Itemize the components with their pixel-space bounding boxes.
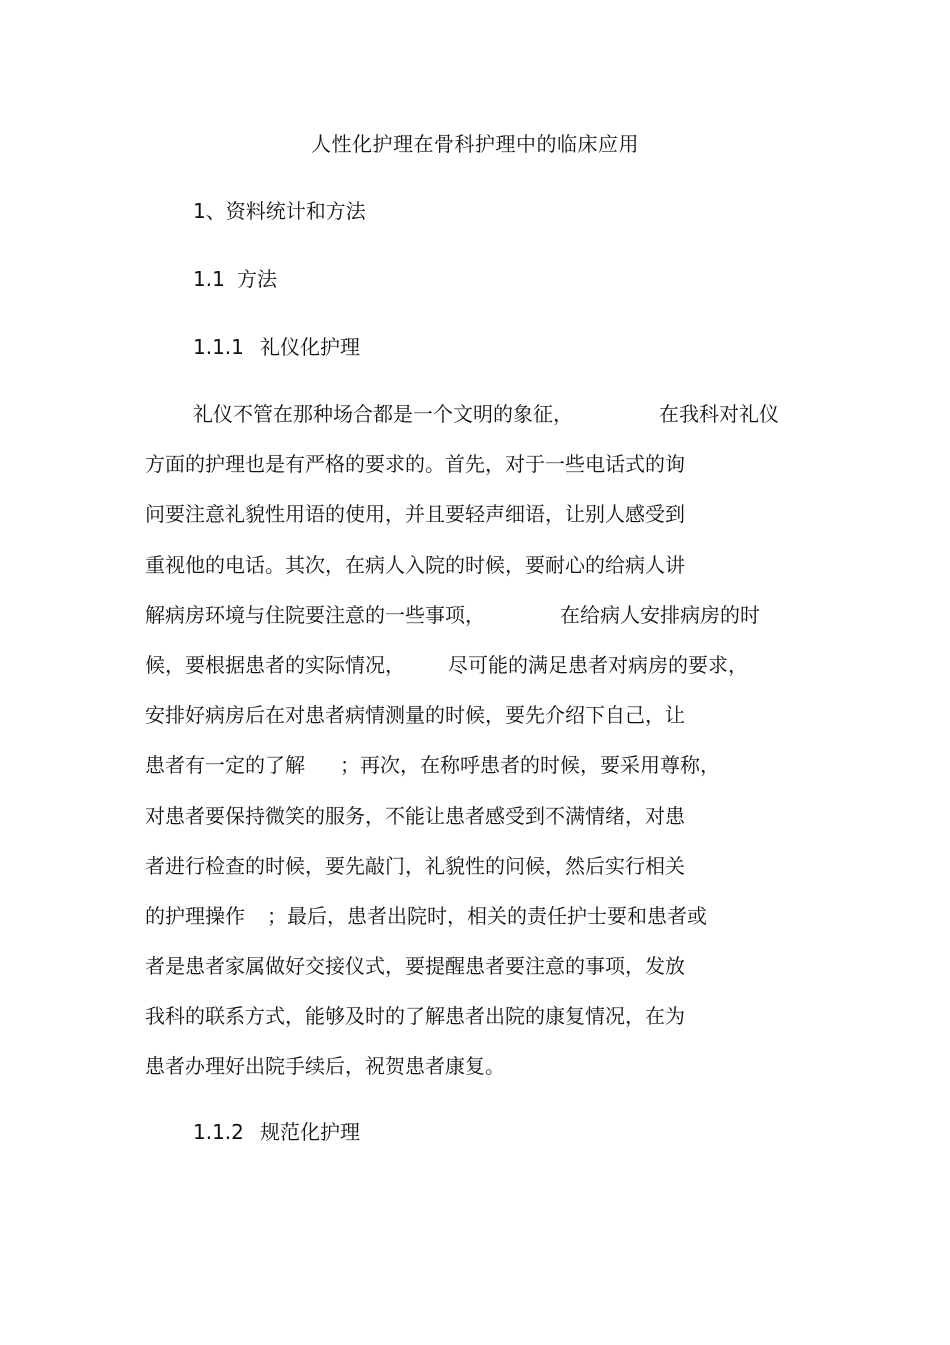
line-text: 患者有一定的了解 — [145, 753, 305, 778]
section-number: 1.1.2 — [193, 1120, 244, 1144]
line-text: 者进行检查的时候，要先敲门，礼貌性的问候，然后实行相关 — [145, 853, 685, 878]
line-text: 在给病人安排病房的时 — [560, 602, 760, 627]
paragraph-line — [145, 902, 805, 952]
paragraph-line — [145, 701, 805, 751]
line-text: 候，要根据患者的实际情况， — [145, 652, 405, 677]
paragraph-line — [145, 601, 805, 651]
section-label: 礼仪化护理 — [260, 335, 360, 359]
section-heading-1-1-1 — [193, 333, 360, 361]
paragraph-line — [145, 551, 805, 601]
paragraph-etiquette-nursing — [145, 400, 805, 1103]
paragraph-line — [145, 400, 805, 450]
line-text: 我科的联系方式，能够及时的了解患者出院的康复情况，在为 — [145, 1004, 685, 1029]
section-number: 1、 — [193, 199, 226, 223]
paragraph-line — [145, 751, 805, 801]
line-text: 方面的护理也是有严格的要求的。首先，对于一些电话式的询 — [145, 452, 685, 477]
section-number: 1.1 — [193, 267, 225, 291]
line-text: ；再次，在称呼患者的时候，要采用尊称， — [340, 753, 720, 778]
section-heading-1-1 — [193, 265, 277, 293]
paragraph-line — [145, 802, 805, 852]
line-text: 尽可能的满足患者对病房的要求， — [448, 652, 748, 677]
line-text: 问要注意礼貌性用语的使用，并且要轻声细语，让别人感受到 — [145, 502, 685, 527]
section-label: 方法 — [237, 267, 277, 291]
line-text: ；最后，患者出院时，相关的责任护士要和患者或 — [267, 903, 707, 928]
line-text: 患者办理好出院手续后，祝贺患者康复。 — [145, 1054, 505, 1079]
paragraph-line — [145, 1002, 805, 1052]
section-label: 规范化护理 — [260, 1120, 360, 1144]
paragraph-line — [145, 1052, 805, 1102]
section-label: 资料统计和方法 — [225, 199, 366, 223]
paragraph-line — [145, 852, 805, 902]
section-heading-1 — [193, 197, 366, 225]
paragraph-line — [145, 651, 805, 701]
line-text: 的护理操作 — [145, 903, 245, 928]
line-text: 安排好病房后在对患者病情测量的时候，要先介绍下自己，让 — [145, 703, 685, 728]
line-text: 在我科对礼仪 — [659, 402, 779, 426]
paragraph-line — [145, 500, 805, 550]
line-text: 重视他的电话。其次，在病人入院的时候，要耐心的给病人讲 — [145, 552, 685, 577]
line-text: 解病房环境与住院要注意的一些事项， — [145, 602, 485, 627]
document-title: 人性化护理在骨科护理中的临床应用 — [311, 132, 639, 156]
paragraph-line — [145, 952, 805, 1002]
section-heading-1-1-2 — [193, 1118, 360, 1146]
line-text: 对患者要保持微笑的服务，不能让患者感受到不满情绪，对患 — [145, 803, 685, 828]
line-text: 者是患者家属做好交接仪式，要提醒患者要注意的事项，发放 — [145, 954, 685, 979]
paragraph-line — [145, 450, 805, 500]
section-number: 1.1.1 — [193, 335, 244, 359]
line-text: 礼仪不管在那种场合都是一个文明的象征， — [193, 402, 573, 426]
